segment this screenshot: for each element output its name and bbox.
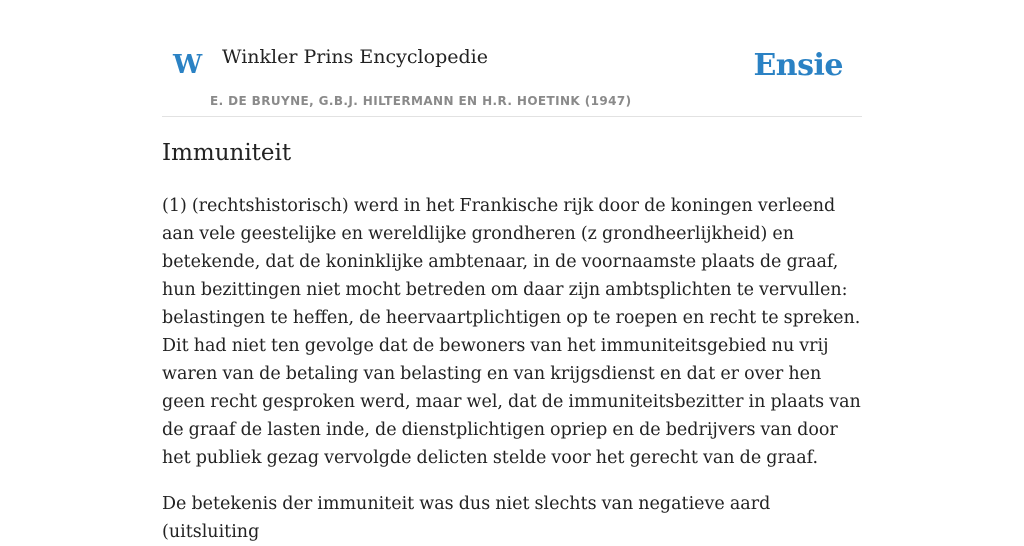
brand-logo-link[interactable]: Ensie [753, 48, 843, 83]
entry-paragraph: De betekenis der immuniteit was dus niet slechts van negatieve aard (uitsluiting [162, 494, 771, 542]
article-page [162, 0, 862, 542]
source-logo-icon[interactable]: W [173, 50, 203, 80]
source-authors: E. DE BRUYNE, G.B.J. HILTERMANN EN H.R. HOETINK (1947) [210, 94, 632, 108]
entry-paragraph: (1) (rechtshistorisch) werd in het Frankische rijk door de koningen verleend aan vele geestelijke en wereldlijke grondheren (z grondheerlijkheid) en betekende, dat de koninklijke ambtenaar, in de voornaamste plaats de graaf, hun bezittingen niet mocht betreden om daar zijn ambtsplichten te vervullen: belastingen te heffen, de heervaartplichtigen op te roepen en recht te spreken. Dit had niet ten gevolge dat de bewoners van het immuniteitsgebied nu vrij waren van de betaling van belasting en van krijgsdienst en dat er over hen geen recht gesproken werd, maar wel, dat de immuniteitsbezitter in plaats van de graaf de lasten inde, de dienstplichtigen opriep en de bedrijvers van door het publiek gezag vervolgde delicten stelde voor het gerecht van de graaf. [162, 196, 861, 468]
source-title[interactable]: Winkler Prins Encyclopedie [222, 46, 488, 68]
entry-title: Immuniteit [162, 140, 292, 166]
source-header [162, 0, 862, 117]
